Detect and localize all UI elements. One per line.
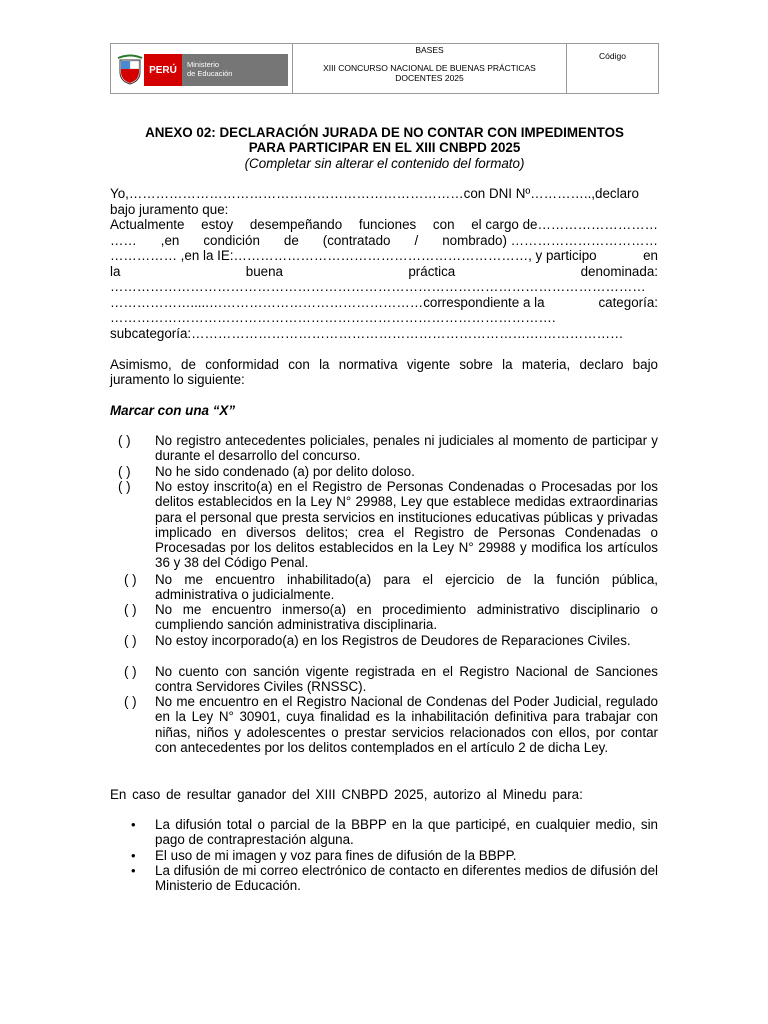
annex-title-line1: ANEXO 02: DECLARACIÓN JURADA DE NO CONTAR CON IMPEDIMENTOS <box>145 125 624 140</box>
check-item-7: No cuento con sanción vigente registrada en el Registro Nacional de Sanciones contra Servidores Civiles (RNSSC). <box>155 664 658 695</box>
checkbox-6[interactable]: ( ) <box>124 633 137 648</box>
checkbox-4[interactable]: ( ) <box>124 572 137 587</box>
declaration-line-2: bajo juramento que: <box>110 202 229 217</box>
authorization-intro: En caso de resultar ganador del XIII CNBPD 2025, autorizo al Minedu para: <box>110 787 583 802</box>
bullet-2-icon: • <box>131 848 136 863</box>
check-item-6: No estoy incorporado(a) en los Registros de Deudores de Reparaciones Civiles. <box>155 633 631 648</box>
checkbox-5[interactable]: ( ) <box>124 602 137 617</box>
asimismo-paragraph: Asimismo, de conformidad con la normativa vigente sobre la materia, declaro bajo juramento lo siguiente: <box>110 357 658 388</box>
header-contest-line2: DOCENTES 2025 <box>395 73 464 83</box>
checkbox-2[interactable]: ( ) <box>118 464 131 479</box>
declaration-line-8: ……………….....…………………………………………correspondiente a la categoría: <box>110 295 658 310</box>
checkbox-8[interactable]: ( ) <box>124 694 137 709</box>
declaration-line-3: Actualmente estoy desempeñando funciones con el cargo de……………………… <box>110 217 658 232</box>
header-code-label: Código <box>599 51 626 61</box>
checkbox-7[interactable]: ( ) <box>124 664 137 679</box>
bullet-1-icon: • <box>131 817 136 832</box>
bullet-item-1: La difusión total o parcial de la BBPP en la que participé, en cualquier medio, sin pago de contraprestación alguna. <box>155 817 658 848</box>
bullet-3-icon: • <box>131 863 136 878</box>
declaration-line-10: subcategoría:………………………………………………………………….………………… <box>110 326 624 341</box>
bullet-item-2: El uso de mi imagen y voz para fines de difusión de la BBPP. <box>155 848 517 863</box>
coat-of-arms-icon <box>116 54 144 86</box>
annex-subtitle: (Completar sin alterar el contenido del formato) <box>244 156 525 171</box>
check-item-3: No estoy inscrito(a) en el Registro de Personas Condenadas o Procesadas por los delitos establecidos en la Ley N° 29988, Ley que establece medidas extraordinarias para el personal que presta servicios en instituciones educativas públicas y privadas implicado en diversos delitos; crea el Registro de Personas Condenadas o Procesadas por los delitos establecidos en la Ley N° 29988 y modifica los artículos 36 y 38 del Código Penal. <box>155 479 658 571</box>
check-item-8: No me encuentro en el Registro Nacional de Condenas del Poder Judicial, regulado en la Ley N° 30901, cuya finalidad es la inhabilitación definitiva para trabajar con niñas, niños y adolescentes o prestar servicios relacionados con ellos, por contar con antecedentes por los delitos contemplados en el artículo 2 de dicha Ley. <box>155 694 658 755</box>
declaration-line-5: …………… ,en la IE:…………………………………………………………, y participo en <box>110 248 658 263</box>
header-contest-line1: XIII CONCURSO NACIONAL DE BUENAS PRÁCTICAS <box>323 63 536 73</box>
check-item-2: No he sido condenado (a) por delito doloso. <box>155 464 415 479</box>
check-item-5: No me encuentro inmerso(a) en procedimiento administrativo disciplinario o cumpliendo sanción administrativa disciplinaria. <box>155 602 658 633</box>
bullet-item-3: La difusión de mi correo electrónico de contacto en diferentes medios de difusión del Ministerio de Educación. <box>155 863 658 894</box>
peru-label: PERÚ <box>144 54 182 86</box>
ministry-label: Ministerio de Educación <box>182 54 288 86</box>
declaration-line-7: ………………………………………………………………………………………………………… <box>110 279 646 294</box>
header-bases: BASES <box>415 45 444 55</box>
checkbox-3[interactable]: ( ) <box>118 479 131 494</box>
check-item-4: No me encuentro inhabilitado(a) para el ejercicio de la función pública, administrativa o judicialmente. <box>155 572 658 603</box>
header-table <box>110 43 659 94</box>
mark-instruction: Marcar con una “X” <box>110 403 236 418</box>
check-item-1: No registro antecedentes policiales, penales ni judiciales al momento de participar y durante el desarrollo del concurso. <box>155 433 658 464</box>
declaration-line-1: Yo,…………………………………………………………………con DNI Nº…………..,declaro <box>110 186 639 201</box>
header-logo-cell <box>111 44 293 93</box>
checkbox-1[interactable]: ( ) <box>118 433 131 448</box>
minedu-logo <box>116 54 288 86</box>
declaration-line-4: …… ,en condición de (contratado / nombrado) …………………………… <box>110 233 658 248</box>
declaration-line-9: ………………………………………………………………………………………. <box>110 310 556 325</box>
header-center-cell <box>293 44 567 93</box>
declaration-line-6: la buena práctica denominada: <box>110 264 658 279</box>
annex-title-line2: PARA PARTICIPAR EN EL XIII CNBPD 2025 <box>248 140 521 155</box>
